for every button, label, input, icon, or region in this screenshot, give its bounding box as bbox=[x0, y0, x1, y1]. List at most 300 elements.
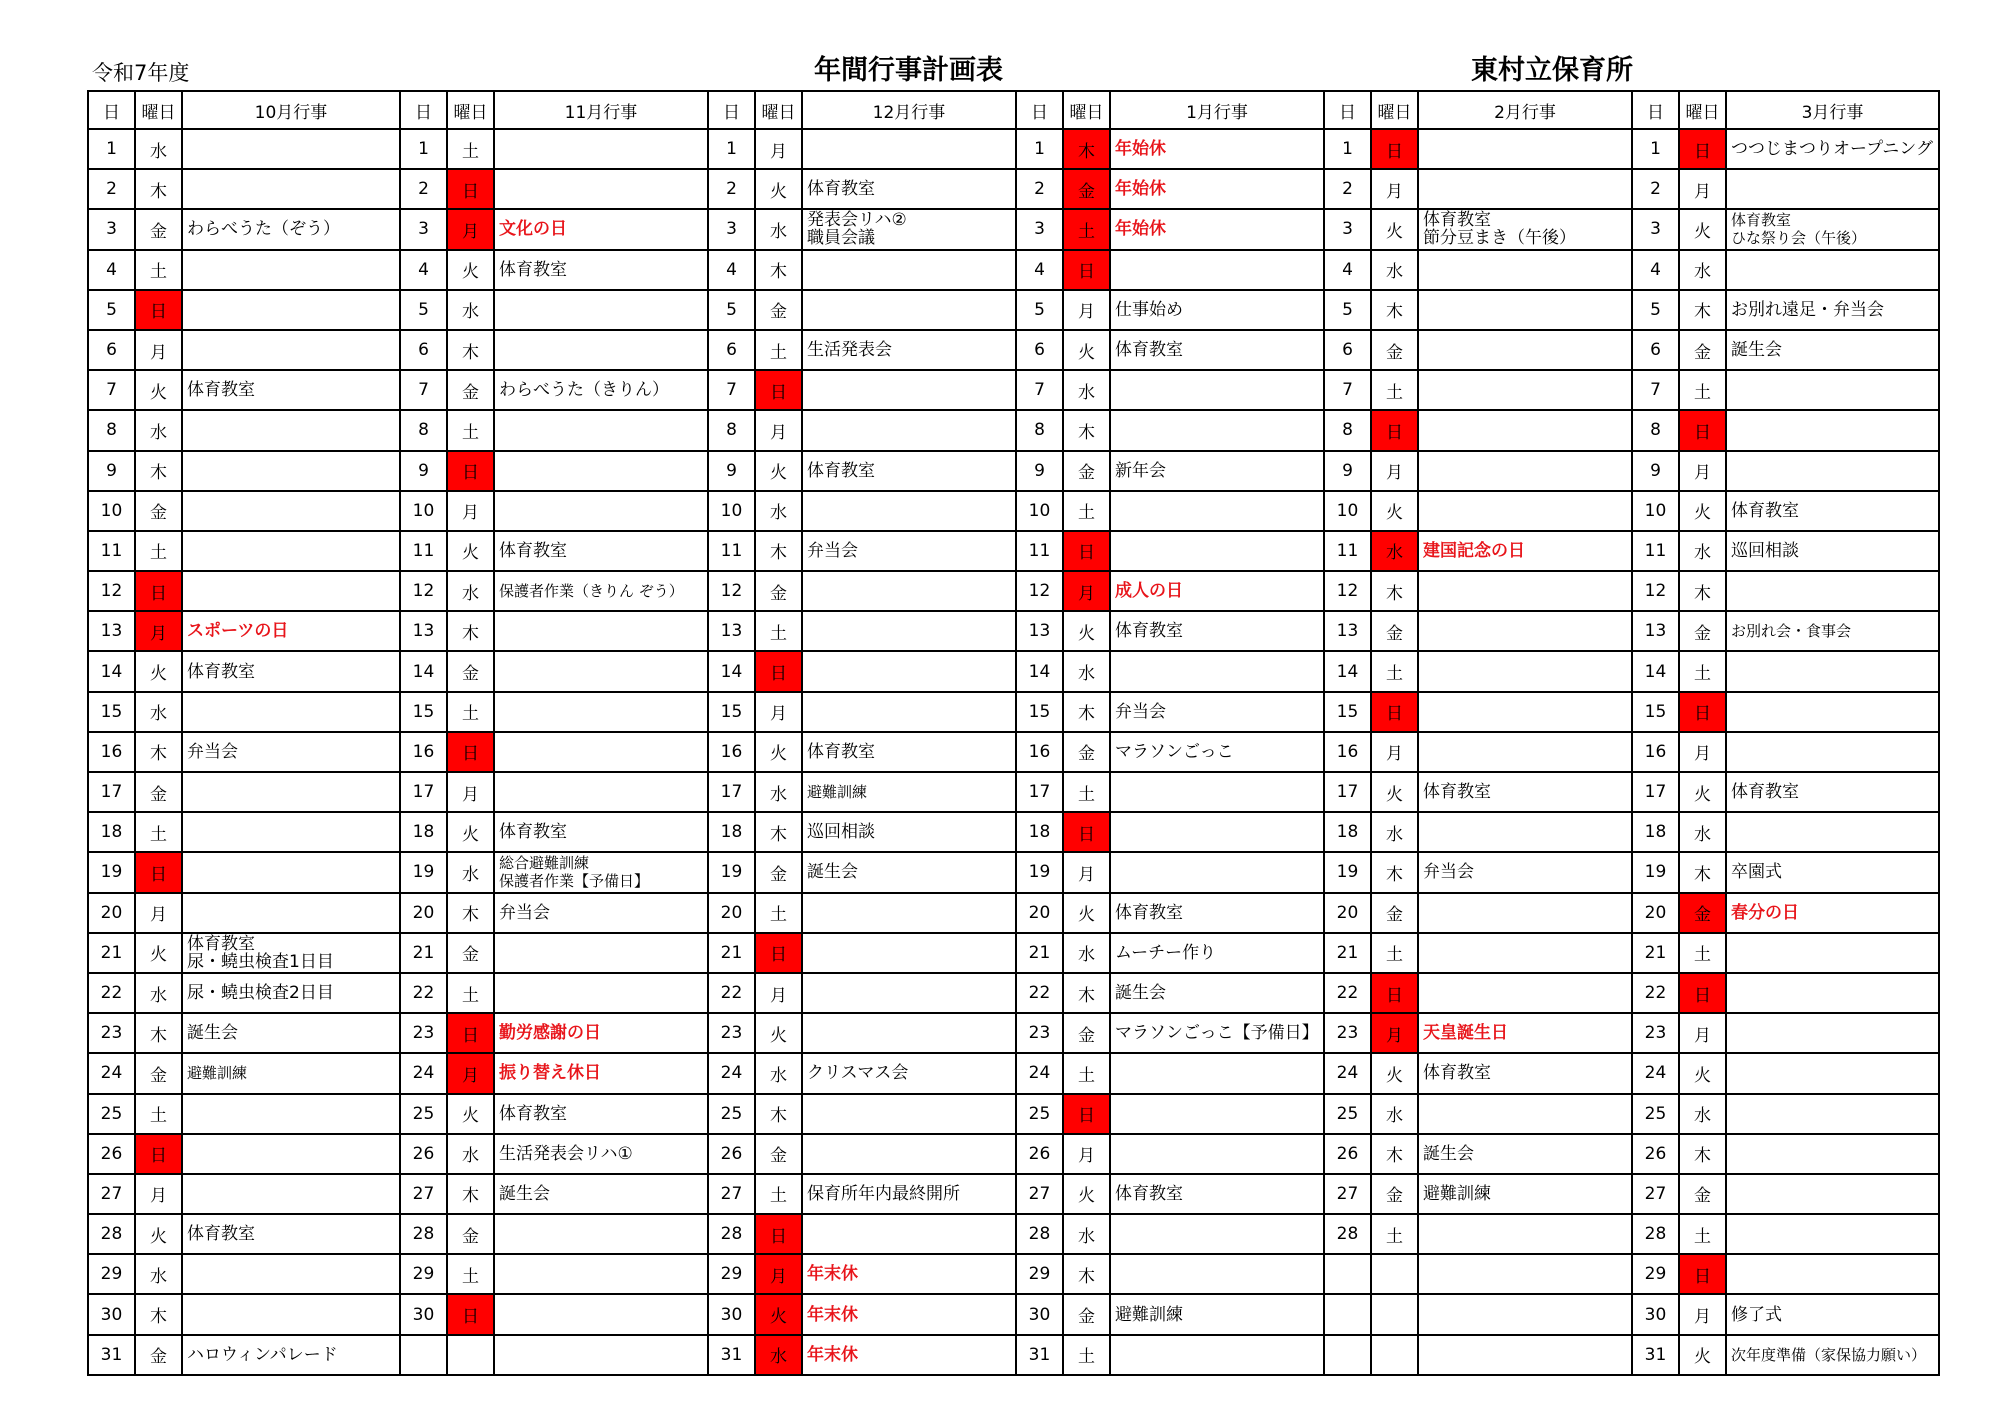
weekday-cell: 水 bbox=[755, 1053, 802, 1093]
table-row bbox=[88, 893, 1939, 933]
weekday-cell: 金 bbox=[1371, 611, 1418, 651]
table-row bbox=[88, 129, 1939, 169]
day-number: 4 bbox=[1324, 250, 1371, 290]
table-row bbox=[88, 330, 1939, 370]
weekday-cell: 金 bbox=[1679, 330, 1726, 370]
weekday-cell: 水 bbox=[755, 209, 802, 249]
day-number: 21 bbox=[708, 933, 755, 973]
event-cell bbox=[494, 933, 708, 973]
day-number: 30 bbox=[400, 1294, 447, 1334]
weekday-cell: 火 bbox=[1679, 1053, 1726, 1093]
day-number: 27 bbox=[708, 1174, 755, 1214]
col-header-weekday: 曜日 bbox=[447, 91, 494, 129]
day-number: 4 bbox=[708, 250, 755, 290]
event-cell bbox=[1726, 732, 1939, 772]
day-number: 17 bbox=[1016, 772, 1063, 812]
day-number: 30 bbox=[88, 1294, 135, 1334]
table-row bbox=[88, 451, 1939, 491]
event-cell bbox=[182, 330, 400, 370]
event-cell: 年末休 bbox=[802, 1294, 1016, 1334]
event-cell: 建国記念の日 bbox=[1418, 531, 1632, 571]
weekday-cell: 火 bbox=[1679, 209, 1726, 249]
weekday-cell: 水 bbox=[1679, 531, 1726, 571]
event-cell bbox=[494, 1254, 708, 1294]
event-cell: 体育教室 bbox=[802, 169, 1016, 209]
weekday-holiday-cell: 水 bbox=[1371, 531, 1418, 571]
col-header-weekday: 曜日 bbox=[755, 91, 802, 129]
col-header-events: 12月行事 bbox=[802, 91, 1016, 129]
day-number: 15 bbox=[400, 692, 447, 732]
day-number: 19 bbox=[400, 852, 447, 892]
table-body bbox=[88, 129, 1939, 1375]
event-cell bbox=[182, 169, 400, 209]
event-cell bbox=[494, 692, 708, 732]
col-header-events: 2月行事 bbox=[1418, 91, 1632, 129]
weekday-holiday-cell: 月 bbox=[135, 611, 182, 651]
weekday-cell: 木 bbox=[135, 169, 182, 209]
day-number: 21 bbox=[88, 933, 135, 973]
weekday-cell: 月 bbox=[1063, 1134, 1110, 1174]
event-cell bbox=[1418, 209, 1632, 249]
event-cell bbox=[1110, 1134, 1324, 1174]
table-row bbox=[88, 1013, 1939, 1053]
event-cell bbox=[1726, 209, 1939, 249]
weekday-cell: 土 bbox=[1679, 370, 1726, 410]
table-row bbox=[88, 1053, 1939, 1093]
event-cell bbox=[494, 852, 708, 892]
event-cell: ムーチー作り bbox=[1110, 933, 1324, 973]
weekday-cell: 金 bbox=[447, 370, 494, 410]
weekday-cell: 木 bbox=[447, 893, 494, 933]
event-cell bbox=[1726, 370, 1939, 410]
event-line: 尿・蟯虫検査1日目 bbox=[187, 951, 334, 972]
event-line: 体育教室 bbox=[1731, 211, 1792, 230]
table-row bbox=[88, 812, 1939, 852]
event-cell bbox=[802, 129, 1016, 169]
weekday-cell: 土 bbox=[135, 812, 182, 852]
table-row bbox=[88, 933, 1939, 973]
weekday-cell: 火 bbox=[447, 250, 494, 290]
day-number: 6 bbox=[708, 330, 755, 370]
day-number: 8 bbox=[708, 410, 755, 450]
day-number: 29 bbox=[1016, 1254, 1063, 1294]
weekday-holiday-cell: 金 bbox=[1679, 893, 1726, 933]
weekday-cell: 金 bbox=[1371, 1174, 1418, 1214]
weekday-holiday-cell: 日 bbox=[1371, 129, 1418, 169]
event-line: 保護者作業【予備日】 bbox=[499, 872, 650, 891]
event-cell: 弁当会 bbox=[1110, 692, 1324, 732]
event-cell bbox=[494, 1214, 708, 1254]
event-cell bbox=[1418, 169, 1632, 209]
day-number: 5 bbox=[1016, 290, 1063, 330]
day-number: 12 bbox=[400, 571, 447, 611]
day-number: 15 bbox=[1632, 692, 1679, 732]
event-cell bbox=[1418, 491, 1632, 531]
day-number: 23 bbox=[88, 1013, 135, 1053]
day-number: 26 bbox=[1632, 1134, 1679, 1174]
day-number: 7 bbox=[708, 370, 755, 410]
weekday-cell: 木 bbox=[1371, 852, 1418, 892]
event-cell bbox=[1726, 1134, 1939, 1174]
table-row bbox=[88, 1294, 1939, 1334]
event-cell bbox=[802, 370, 1016, 410]
table-row bbox=[88, 209, 1939, 249]
weekday-holiday-cell: 日 bbox=[755, 370, 802, 410]
event-cell: 体育教室 bbox=[1726, 772, 1939, 812]
page-title: 年間行事計画表 bbox=[814, 55, 1003, 86]
event-cell: わらべうた（ぞう） bbox=[182, 209, 400, 249]
table-row bbox=[88, 1094, 1939, 1134]
event-cell bbox=[182, 772, 400, 812]
weekday-cell: 水 bbox=[1679, 812, 1726, 852]
weekday-cell: 土 bbox=[135, 531, 182, 571]
event-cell: 体育教室 bbox=[494, 531, 708, 571]
event-cell: 修了式 bbox=[1726, 1294, 1939, 1334]
day-number: 25 bbox=[1324, 1094, 1371, 1134]
weekday-cell: 月 bbox=[755, 129, 802, 169]
event-cell: 保護者作業（きりん ぞう） bbox=[494, 571, 708, 611]
table-row bbox=[88, 1134, 1939, 1174]
day-number: 22 bbox=[400, 973, 447, 1013]
weekday-cell: 水 bbox=[135, 410, 182, 450]
weekday-holiday-cell: 日 bbox=[1679, 973, 1726, 1013]
table-row bbox=[88, 611, 1939, 651]
event-cell bbox=[1726, 169, 1939, 209]
event-cell bbox=[802, 571, 1016, 611]
event-cell: 誕生会 bbox=[182, 1013, 400, 1053]
weekday-cell: 水 bbox=[1371, 1094, 1418, 1134]
event-cell: 生活発表会 bbox=[802, 330, 1016, 370]
weekday-cell: 水 bbox=[1679, 1094, 1726, 1134]
weekday-cell: 木 bbox=[1679, 290, 1726, 330]
event-cell: 体育教室 bbox=[1418, 772, 1632, 812]
day-number: 10 bbox=[1324, 491, 1371, 531]
col-header-weekday: 曜日 bbox=[1371, 91, 1418, 129]
weekday-cell: 木 bbox=[755, 812, 802, 852]
weekday-cell: 水 bbox=[447, 571, 494, 611]
event-cell bbox=[1418, 1294, 1632, 1334]
event-cell bbox=[182, 692, 400, 732]
day-number: 22 bbox=[1324, 973, 1371, 1013]
weekday-cell: 木 bbox=[1371, 571, 1418, 611]
day-number: 30 bbox=[708, 1294, 755, 1334]
weekday-cell: 月 bbox=[1371, 451, 1418, 491]
event-cell: 誕生会 bbox=[802, 852, 1016, 892]
event-cell bbox=[182, 852, 400, 892]
weekday-cell: 金 bbox=[1679, 1174, 1726, 1214]
weekday-holiday-cell: 日 bbox=[1063, 531, 1110, 571]
col-header-weekday: 曜日 bbox=[1679, 91, 1726, 129]
day-number: 6 bbox=[1632, 330, 1679, 370]
event-cell bbox=[802, 1094, 1016, 1134]
day-number: 1 bbox=[400, 129, 447, 169]
day-number: 27 bbox=[88, 1174, 135, 1214]
weekday-holiday-cell: 水 bbox=[755, 1335, 802, 1375]
day-number: 13 bbox=[88, 611, 135, 651]
day-number: 15 bbox=[1324, 692, 1371, 732]
day-number: 18 bbox=[400, 812, 447, 852]
day-number: 23 bbox=[708, 1013, 755, 1053]
day-number: 16 bbox=[1016, 732, 1063, 772]
weekday-cell: 火 bbox=[1063, 611, 1110, 651]
day-number: 20 bbox=[400, 893, 447, 933]
event-cell bbox=[1418, 732, 1632, 772]
col-header-weekday: 曜日 bbox=[1063, 91, 1110, 129]
event-cell: 体育教室 bbox=[802, 732, 1016, 772]
day-number: 18 bbox=[708, 812, 755, 852]
weekday-cell: 金 bbox=[755, 290, 802, 330]
day-number: 7 bbox=[1016, 370, 1063, 410]
day-number: 29 bbox=[400, 1254, 447, 1294]
weekday-cell: 月 bbox=[1679, 451, 1726, 491]
event-cell bbox=[1726, 651, 1939, 691]
weekday-cell bbox=[1371, 1294, 1418, 1334]
event-cell bbox=[494, 169, 708, 209]
event-line: 発表会リハ② bbox=[807, 210, 907, 231]
weekday-holiday-cell: 日 bbox=[1063, 812, 1110, 852]
weekday-cell: 火 bbox=[1679, 1335, 1726, 1375]
col-header-weekday: 曜日 bbox=[135, 91, 182, 129]
day-number: 28 bbox=[1324, 1214, 1371, 1254]
table-row bbox=[88, 250, 1939, 290]
event-cell: 体育教室 bbox=[1110, 611, 1324, 651]
event-line: 職員会議 bbox=[807, 228, 875, 249]
day-number: 8 bbox=[1016, 410, 1063, 450]
weekday-cell: 金 bbox=[1371, 330, 1418, 370]
weekday-cell: 金 bbox=[755, 1134, 802, 1174]
day-number: 20 bbox=[1324, 893, 1371, 933]
weekday-cell: 土 bbox=[447, 692, 494, 732]
weekday-cell: 火 bbox=[135, 933, 182, 973]
weekday-cell: 火 bbox=[135, 651, 182, 691]
weekday-cell: 金 bbox=[755, 571, 802, 611]
day-number: 10 bbox=[1632, 491, 1679, 531]
day-number: 16 bbox=[1324, 732, 1371, 772]
weekday-cell: 金 bbox=[135, 209, 182, 249]
day-number bbox=[1324, 1254, 1371, 1294]
day-number: 28 bbox=[1016, 1214, 1063, 1254]
event-cell bbox=[1110, 370, 1324, 410]
day-number: 6 bbox=[1016, 330, 1063, 370]
weekday-cell: 火 bbox=[447, 812, 494, 852]
event-cell bbox=[182, 1254, 400, 1294]
event-cell: 体育教室 bbox=[494, 812, 708, 852]
day-number: 5 bbox=[1632, 290, 1679, 330]
weekday-cell: 火 bbox=[1371, 772, 1418, 812]
weekday-cell: 土 bbox=[1371, 651, 1418, 691]
event-cell: 誕生会 bbox=[1418, 1134, 1632, 1174]
event-cell: 避難訓練 bbox=[182, 1053, 400, 1093]
day-number: 18 bbox=[1324, 812, 1371, 852]
day-number: 27 bbox=[1324, 1174, 1371, 1214]
event-cell bbox=[1418, 812, 1632, 852]
event-cell bbox=[182, 933, 400, 973]
day-number: 3 bbox=[400, 209, 447, 249]
event-cell: 体育教室 bbox=[1110, 893, 1324, 933]
weekday-cell: 水 bbox=[447, 852, 494, 892]
weekday-cell: 火 bbox=[135, 1214, 182, 1254]
event-cell bbox=[494, 732, 708, 772]
event-cell: 弁当会 bbox=[802, 531, 1016, 571]
weekday-cell: 土 bbox=[1679, 651, 1726, 691]
table-row bbox=[88, 531, 1939, 571]
event-cell bbox=[802, 491, 1016, 531]
weekday-holiday-cell: 日 bbox=[447, 1294, 494, 1334]
day-number: 8 bbox=[400, 410, 447, 450]
day-number: 12 bbox=[1324, 571, 1371, 611]
day-number: 22 bbox=[1016, 973, 1063, 1013]
day-number: 22 bbox=[1632, 973, 1679, 1013]
day-number: 16 bbox=[1632, 732, 1679, 772]
day-number: 28 bbox=[708, 1214, 755, 1254]
col-header-events: 10月行事 bbox=[182, 91, 400, 129]
day-number: 15 bbox=[1016, 692, 1063, 732]
weekday-holiday-cell: 日 bbox=[1063, 250, 1110, 290]
event-cell: 弁当会 bbox=[1418, 852, 1632, 892]
event-cell: 新年会 bbox=[1110, 451, 1324, 491]
event-cell: クリスマス会 bbox=[802, 1053, 1016, 1093]
event-cell bbox=[1418, 290, 1632, 330]
weekday-holiday-cell: 日 bbox=[755, 651, 802, 691]
event-cell bbox=[494, 129, 708, 169]
day-number: 2 bbox=[1632, 169, 1679, 209]
day-number: 26 bbox=[708, 1134, 755, 1174]
day-number: 5 bbox=[400, 290, 447, 330]
event-cell bbox=[1110, 1254, 1324, 1294]
event-cell: 生活発表会リハ① bbox=[494, 1134, 708, 1174]
weekday-cell: 木 bbox=[447, 330, 494, 370]
day-number: 29 bbox=[708, 1254, 755, 1294]
day-number: 27 bbox=[1016, 1174, 1063, 1214]
weekday-cell: 水 bbox=[135, 129, 182, 169]
event-cell: 弁当会 bbox=[182, 732, 400, 772]
annual-event-table bbox=[87, 90, 1940, 1376]
event-cell: ハロウィンパレード bbox=[182, 1335, 400, 1375]
day-number: 13 bbox=[1324, 611, 1371, 651]
event-cell: わらべうた（きりん） bbox=[494, 370, 708, 410]
weekday-cell: 木 bbox=[135, 451, 182, 491]
event-cell bbox=[182, 1174, 400, 1214]
day-number: 21 bbox=[1016, 933, 1063, 973]
weekday-cell: 火 bbox=[755, 732, 802, 772]
event-cell bbox=[1726, 1174, 1939, 1214]
day-number: 10 bbox=[88, 491, 135, 531]
day-number: 26 bbox=[1324, 1134, 1371, 1174]
day-number: 14 bbox=[1632, 651, 1679, 691]
day-number: 11 bbox=[1016, 531, 1063, 571]
day-number: 4 bbox=[1632, 250, 1679, 290]
day-number: 16 bbox=[400, 732, 447, 772]
event-cell bbox=[494, 290, 708, 330]
event-cell bbox=[182, 491, 400, 531]
event-cell bbox=[1418, 129, 1632, 169]
table-row bbox=[88, 692, 1939, 732]
weekday-holiday-cell: 日 bbox=[135, 1134, 182, 1174]
weekday-holiday-cell: 日 bbox=[1679, 410, 1726, 450]
day-number: 20 bbox=[708, 893, 755, 933]
event-cell bbox=[1110, 852, 1324, 892]
day-number: 11 bbox=[708, 531, 755, 571]
weekday-cell: 金 bbox=[135, 491, 182, 531]
event-cell bbox=[1110, 651, 1324, 691]
weekday-cell: 土 bbox=[1371, 1214, 1418, 1254]
event-cell bbox=[1726, 973, 1939, 1013]
event-cell: 年始休 bbox=[1110, 209, 1324, 249]
day-number: 4 bbox=[1016, 250, 1063, 290]
weekday-holiday-cell: 土 bbox=[1063, 209, 1110, 249]
weekday-cell: 月 bbox=[1679, 1294, 1726, 1334]
weekday-holiday-cell: 日 bbox=[135, 290, 182, 330]
event-cell: 体育教室 bbox=[1726, 491, 1939, 531]
weekday-cell: 月 bbox=[1679, 732, 1726, 772]
weekday-holiday-cell: 月 bbox=[1371, 1013, 1418, 1053]
event-cell: 体育教室 bbox=[1418, 1053, 1632, 1093]
event-cell: 体育教室 bbox=[494, 250, 708, 290]
weekday-cell: 土 bbox=[1063, 1053, 1110, 1093]
day-number: 19 bbox=[1324, 852, 1371, 892]
day-number: 2 bbox=[1324, 169, 1371, 209]
weekday-cell: 土 bbox=[447, 129, 494, 169]
event-cell bbox=[1110, 1214, 1324, 1254]
day-number: 29 bbox=[1632, 1254, 1679, 1294]
day-number: 20 bbox=[1632, 893, 1679, 933]
table-row bbox=[88, 169, 1939, 209]
event-cell bbox=[1726, 250, 1939, 290]
weekday-cell: 月 bbox=[1679, 169, 1726, 209]
table-row bbox=[88, 973, 1939, 1013]
event-cell: 年始休 bbox=[1110, 169, 1324, 209]
weekday-cell: 火 bbox=[1371, 209, 1418, 249]
day-number: 29 bbox=[88, 1254, 135, 1294]
weekday-cell: 月 bbox=[755, 973, 802, 1013]
weekday-cell: 水 bbox=[1371, 812, 1418, 852]
event-cell bbox=[1418, 1094, 1632, 1134]
weekday-cell: 土 bbox=[755, 893, 802, 933]
event-cell bbox=[802, 1214, 1016, 1254]
event-cell bbox=[1418, 611, 1632, 651]
weekday-cell: 水 bbox=[1063, 933, 1110, 973]
event-cell bbox=[1418, 250, 1632, 290]
day-number: 8 bbox=[1324, 410, 1371, 450]
weekday-cell: 月 bbox=[447, 772, 494, 812]
day-number: 31 bbox=[1632, 1335, 1679, 1375]
table-row bbox=[88, 491, 1939, 531]
weekday-cell: 月 bbox=[1063, 852, 1110, 892]
event-cell bbox=[494, 772, 708, 812]
weekday-cell: 水 bbox=[135, 973, 182, 1013]
day-number: 19 bbox=[88, 852, 135, 892]
weekday-holiday-cell: 日 bbox=[135, 571, 182, 611]
day-number: 13 bbox=[1016, 611, 1063, 651]
event-cell bbox=[182, 410, 400, 450]
event-cell: マラソンごっこ bbox=[1110, 732, 1324, 772]
weekday-holiday-cell: 日 bbox=[447, 732, 494, 772]
day-number: 7 bbox=[400, 370, 447, 410]
event-cell bbox=[1418, 410, 1632, 450]
day-number: 13 bbox=[1632, 611, 1679, 651]
day-number: 10 bbox=[1016, 491, 1063, 531]
event-cell: 振り替え休日 bbox=[494, 1053, 708, 1093]
day-number: 14 bbox=[1016, 651, 1063, 691]
weekday-cell: 火 bbox=[1679, 491, 1726, 531]
event-cell bbox=[1418, 370, 1632, 410]
weekday-cell: 水 bbox=[755, 772, 802, 812]
weekday-cell: 木 bbox=[1371, 1134, 1418, 1174]
event-cell bbox=[494, 410, 708, 450]
event-cell: 春分の日 bbox=[1726, 893, 1939, 933]
day-number: 1 bbox=[88, 129, 135, 169]
weekday-holiday-cell: 月 bbox=[1063, 571, 1110, 611]
